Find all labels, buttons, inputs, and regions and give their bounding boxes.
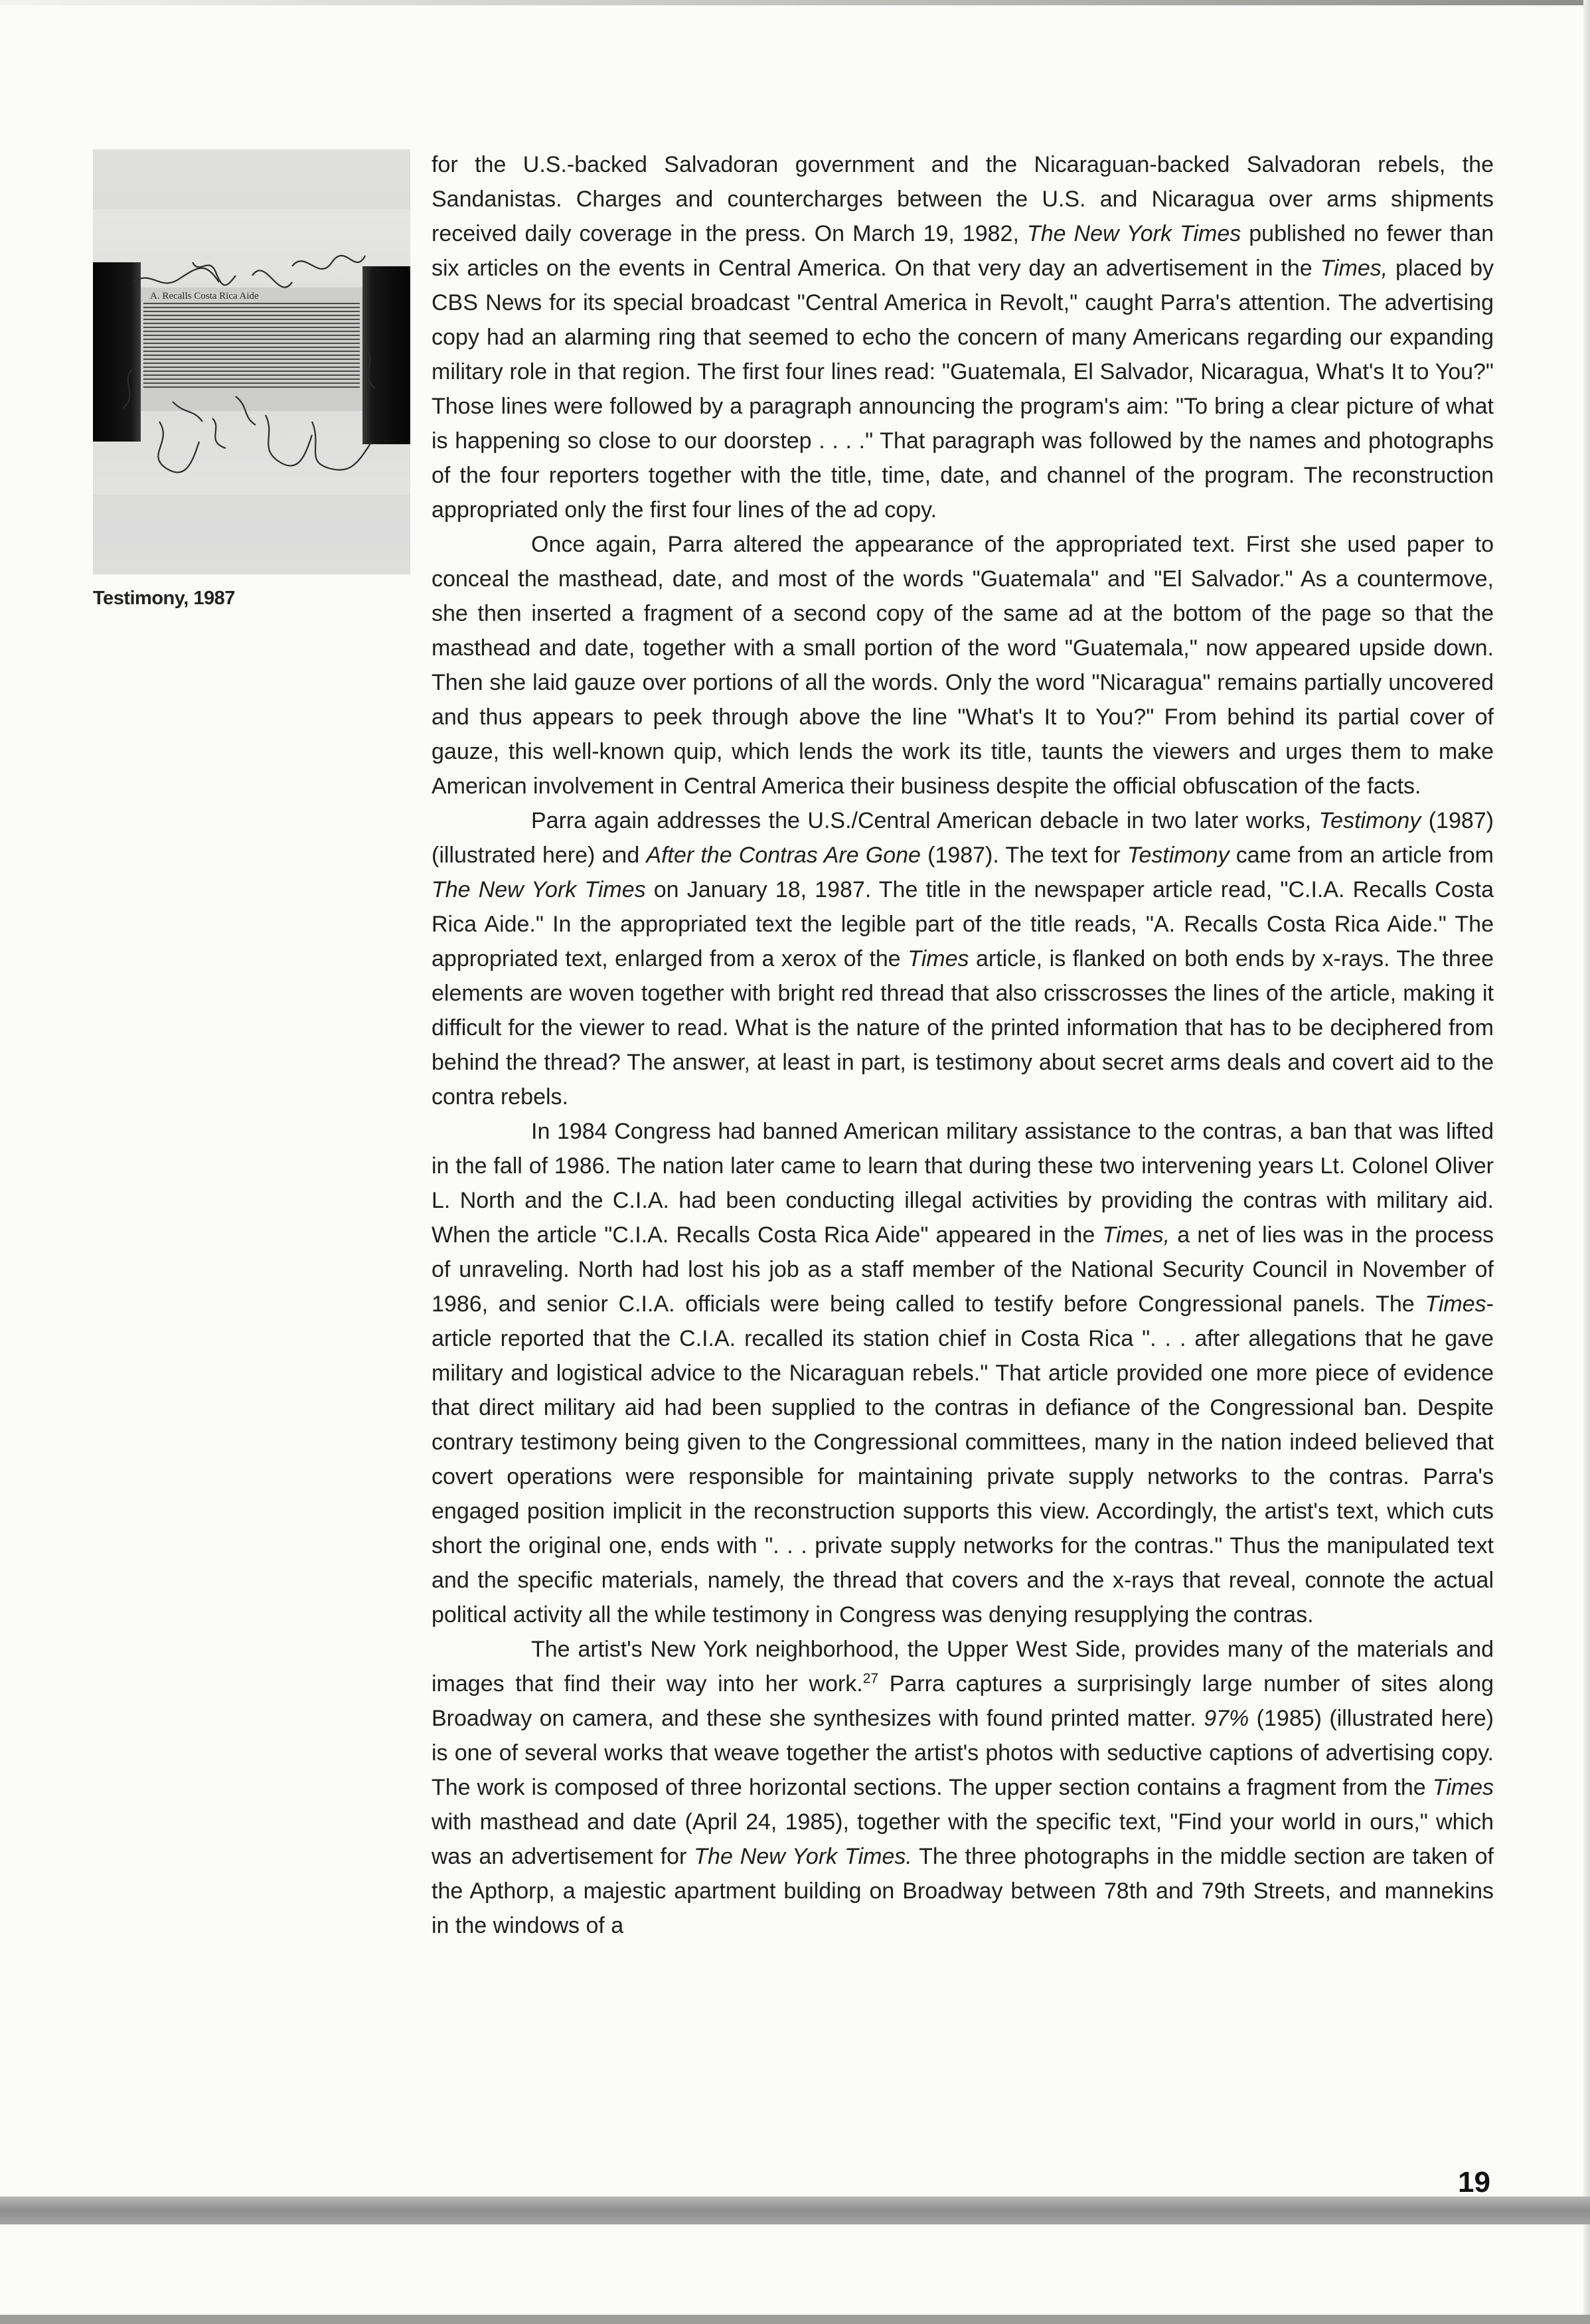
- text-segment: In 1984 Congress had banned American military assistance to the contras, a ban that was lifted in the fall of 1986. The nation later came to learn that during these two intervening years Lt. Colonel Oliver L. North and the C.I.A. had been conducting illegal activities by providing the contras with military aid. When the article "C.I.A. Recalls Costa Rica Aide" appeared in the: [432, 1119, 1494, 1248]
- text-segment: The artist's New York neighborhood, the Upper West Side, provides many of the materials and images that find their way into her work.: [432, 1637, 1494, 1697]
- body-paragraph: [432, 527, 1494, 803]
- body-paragraph: [432, 1114, 1494, 1632]
- text-segment: article, is flanked on both ends by x-rays. The three elements are woven together with bright red thread that also crisscrosses the lines of the article, making it difficult for the viewer to read. What is the nature of the printed information that has to be deciphered from behind the thread? The answer, at least in part, is testimony about secret arms deals and covert aid to the contra rebels.: [432, 946, 1494, 1110]
- italic-text-segment: Testimony: [1318, 808, 1421, 833]
- text-segment: (1987) (illustrated here) and: [432, 808, 1494, 868]
- artwork-figure-testimony: [93, 149, 410, 574]
- text-segment: a net of lies was in the process of unraveling. North had lost his job as a staff member of the National Security Council in November of 1986, and senior C.I.A. officials were being called to testify before Congressional panels. The: [432, 1222, 1494, 1317]
- newsprint-strip: [141, 288, 362, 411]
- italic-text-segment: 97%: [1204, 1706, 1249, 1731]
- italic-text-segment: Times,: [1102, 1222, 1170, 1248]
- page-top-edge: [0, 0, 1590, 5]
- italic-text-segment: The New York Times.: [694, 1844, 912, 1869]
- page-right-edge: [1583, 0, 1590, 2324]
- body-paragraph: [432, 1632, 1494, 1943]
- italic-text-segment: Times,: [1320, 256, 1388, 281]
- text-segment: (1987). The text for: [920, 843, 1127, 868]
- text-segment: with masthead and date (April 24, 1985), together with the specific text, "Find your world in ours," which was an advertisement for: [432, 1809, 1494, 1869]
- text-segment: placed by CBS News for its special broadcast "Central America in Revolt," caught Parra's attention. The advertising copy had an alarming ring that seemed to echo the concern of many Americans regarding our expanding military role in that region. The first four lines read: "Guatemala, El Salvador, Nicaragua, What's It to You?" Those lines were followed by a paragraph announcing the program's aim: "To bring a clear picture of what is happening so close to our doorstep . . . ." That paragraph was followed by the names and photographs of the four reporters together with the title, time, date, and channel of the program. The reconstruction appropriated only the first four lines of the ad copy.: [432, 256, 1494, 523]
- figure-caption: Testimony, 1987: [93, 588, 235, 609]
- text-segment: Parra captures a surprisingly large number of sites along Broadway on camera, and these she synthesizes with found printed matter.: [432, 1671, 1494, 1731]
- italic-text-segment: The New York Times: [432, 877, 646, 902]
- newsprint-headline: A. Recalls Costa Rica Aide: [150, 291, 259, 301]
- italic-text-segment: Times: [1425, 1291, 1486, 1317]
- body-paragraph: [432, 147, 1494, 527]
- text-segment: -article reported that the C.I.A. recalled its station chief in Costa Rica ". . . after allegations that he gave military and logistical advice to the Nicaraguan rebels." That article provided one more piece of evidence that direct military aid had been supplied to the contras in defiance of the Congressional ban. Despite contrary testimony being given to the Congressional committees, many in the nation indeed believed that covert operations were responsible for maintaining private supply networks to the contras. Parra's engaged position implicit in the reconstruction supports this view. Accordingly, the artist's text, which cuts short the original one, ends with ". . . private supply networks for the contras." Thus the manipulated text and the specific materials, namely, the thread that covers and the x-rays that reveal, connote the actual political activity all the while testimony in Congress was denying resupplying the contras.: [432, 1291, 1494, 1627]
- artwork-image: [93, 149, 410, 574]
- text-segment: The three photographs in the middle section are taken of the Apthorp, a majestic apartment building on Broadway between 78th and 79th Streets, and mannekins in the windows of a: [432, 1844, 1494, 1938]
- left-xray-panel: [93, 262, 141, 442]
- text-segment: came from an article from: [1229, 843, 1494, 868]
- page-number: 19: [1458, 2166, 1490, 2199]
- italic-text-segment: Times: [1432, 1775, 1494, 1800]
- text-segment: Once again, Parra altered the appearance of the appropriated text. First she used paper to conceal the masthead, date, and most of the words "Guatemala" and "El Salvador." As a countermove, she then inserted a fragment of a second copy of the same ad at the bottom of the page so that the masthead and date, together with a small portion of the word "Guatemala," now appeared upside down. Then she laid gauze over portions of all the words. Only the word "Nicaragua" remains partially uncovered and thus appears to peek through above the line "What's It to You?" From behind its partial cover of gauze, this well-known quip, which lends the work its title, taunts the viewers and urges them to make American involvement in Central America their business despite the official obfuscation of the facts.: [432, 532, 1494, 799]
- footer-band: [0, 2197, 1590, 2224]
- text-segment: on January 18, 1987. The title in the newspaper article read, "C.I.A. Recalls Costa Rica Aide." In the appropriated text the legible part of the title reads, "A. Recalls Costa Rica Aide." The appropriated text, enlarged from a xerox of the: [432, 877, 1494, 971]
- text-segment: published no fewer than six articles on the events in Central America. On that very day an advertisement in the: [432, 221, 1494, 281]
- text-segment: for the U.S.-backed Salvadoran government and the Nicaraguan-backed Salvadoran rebels, the Sandanistas. Charges and countercharges between the U.S. and Nicaragua over arms shipments received daily coverage in the press. On March 19, 1982,: [432, 152, 1494, 246]
- italic-text-segment: Testimony: [1127, 843, 1230, 868]
- italic-text-segment: Times: [908, 946, 969, 971]
- text-segment: (1985) (illustrated here) is one of several works that weave together the artist's photos with seductive captions of advertising copy. The work is composed of three horizontal sections. The upper section contains a fragment from the: [432, 1706, 1494, 1800]
- footnote-marker: 27: [862, 1671, 879, 1687]
- italic-text-segment: After the Contras Are Gone: [646, 843, 921, 868]
- text-segment: Parra again addresses the U.S./Central American debacle in two later works,: [531, 808, 1319, 833]
- body-paragraph: [432, 803, 1494, 1114]
- body-text-column: [432, 147, 1494, 1943]
- italic-text-segment: The New York Times: [1026, 221, 1241, 246]
- page-bottom-edge: [0, 2315, 1590, 2324]
